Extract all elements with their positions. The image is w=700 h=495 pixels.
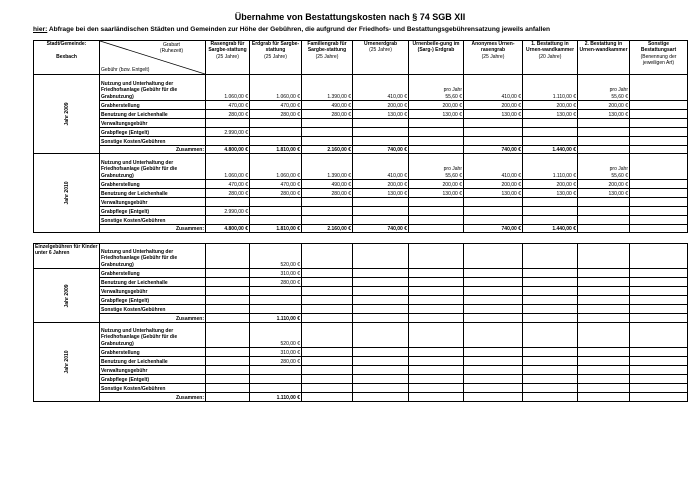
value-cell: 470,00 €	[250, 180, 302, 189]
value-cell: 410,00 €	[464, 75, 523, 101]
row-label-nutzung: Nutzung und Unterhaltung der Friedhofsanlage (Gebühr für die Grabnutzung)	[100, 244, 206, 269]
value-cell: 200,00 €	[523, 180, 578, 189]
total-row	[34, 314, 688, 323]
value-cell: 130,00 €	[353, 110, 409, 119]
value-cell: 130,00 €	[578, 110, 630, 119]
year-2009-label: Jahr 2009	[34, 75, 100, 154]
table-row	[34, 207, 688, 216]
value-cell: 490,00 €	[302, 180, 353, 189]
col-header-sonstige-bestattungsart: Sonstige Bestattungsart (Benennung der jeweiligen Art)	[630, 41, 688, 75]
value-cell	[630, 154, 688, 180]
total-row	[34, 146, 688, 154]
total-cell: 1.810,00 €	[250, 146, 302, 154]
value-cell: 410,00 €	[353, 75, 409, 101]
children-year-2010-label: Jahr 2010	[34, 323, 100, 402]
value-cell: 310,00 €	[250, 269, 302, 278]
header-row	[34, 41, 688, 75]
fees-table-adults	[33, 40, 688, 233]
value-cell: 2.990,00 €	[206, 128, 250, 137]
total-cell: 2.160,00 €	[302, 146, 353, 154]
table-row	[34, 119, 688, 128]
value-cell: 200,00 €	[409, 180, 464, 189]
document-subtitle	[33, 26, 550, 33]
total-cell: 1.110,00 €	[250, 314, 302, 323]
total-cell: 1.810,00 €	[250, 225, 302, 233]
total-cell: 740,00 €	[464, 146, 523, 154]
table-row	[34, 128, 688, 137]
table-row	[34, 110, 688, 119]
value-cell: 200,00 €	[464, 101, 523, 110]
value-cell: 130,00 €	[409, 189, 464, 198]
value-cell: 520,00 €	[250, 244, 302, 269]
value-cell: 410,00 €	[464, 154, 523, 180]
year-2010-label: Jahr 2010	[34, 154, 100, 233]
value-cell	[630, 180, 688, 189]
table-row	[34, 323, 688, 348]
value-cell: 1.390,00 €	[302, 154, 353, 180]
value-cell: 1.060,00 €	[206, 75, 250, 101]
table-row	[34, 244, 688, 269]
table-row	[34, 269, 688, 278]
children-label: Einzelgebühren für Kinder unter 6 Jahren	[34, 244, 100, 269]
row-label-zusammen: Zusammen:	[100, 225, 206, 233]
value-cell: 280,00 €	[302, 189, 353, 198]
value-cell: 470,00 €	[206, 101, 250, 110]
value-cell: 280,00 €	[250, 357, 302, 366]
value-cell: 1.060,00 €	[206, 154, 250, 180]
row-label-verwaltung: Verwaltungsgebühr	[100, 198, 206, 207]
col-header-erdgrab: Erdgrab für Sargbe-stattung (25 Jahre)	[250, 41, 302, 75]
row-label-grabherstellung: Grabherstellung	[100, 348, 206, 357]
total-cell: 1.440,00 €	[523, 225, 578, 233]
table-row	[34, 348, 688, 357]
value-cell: 280,00 €	[206, 189, 250, 198]
row-label-grabpflege: Grabpflege (Entgelt)	[100, 375, 206, 384]
table-row	[34, 154, 688, 180]
col-header-urnenbeilegung: Urnenbeile-gung im (Sarg-) Erdgrab	[409, 41, 464, 75]
document-title: Übernahme von Bestattungskosten nach § 74 SGB XII	[234, 12, 466, 22]
total-cell: 2.160,00 €	[302, 225, 353, 233]
value-cell: pro Jahr 55,60 €	[409, 154, 464, 180]
value-cell: 130,00 €	[464, 110, 523, 119]
row-label-grabherstellung: Grabherstellung	[100, 101, 206, 110]
total-cell: 740,00 €	[464, 225, 523, 233]
total-row	[34, 225, 688, 233]
value-cell: 130,00 €	[353, 189, 409, 198]
value-cell: 2.990,00 €	[206, 207, 250, 216]
value-cell: 130,00 €	[523, 189, 578, 198]
value-cell: 200,00 €	[353, 101, 409, 110]
stadt-label: Stadt/Gemeinde:	[46, 41, 87, 47]
col-header-urnenerdgrab: Urnenerdgrab (25 Jahre)	[353, 41, 409, 75]
row-label-zusammen: Zusammen:	[100, 393, 206, 402]
col-header-anonymes-urnenrasengrab: Anonymes Urnen-rasengrab (25 Jahre)	[464, 41, 523, 75]
value-cell: pro Jahr 55,60 €	[578, 154, 630, 180]
row-label-leichenhalle: Benutzung der Leichenhalle	[100, 357, 206, 366]
value-cell: 130,00 €	[464, 189, 523, 198]
value-cell: 280,00 €	[250, 278, 302, 287]
subtitle-text: Abfrage bei den saarländischen Städten und Gemeinden zur Höhe der Gebühren, die aufgrund der Friedhofs- und Bestattungsgebührensatzung jeweils anfallen	[47, 26, 551, 33]
table-row	[34, 137, 688, 146]
row-label-verwaltung: Verwaltungsgebühr	[100, 366, 206, 375]
row-label-leichenhalle: Benutzung der Leichenhalle	[100, 189, 206, 198]
row-label-zusammen: Zusammen:	[100, 146, 206, 154]
row-label-nutzung: Nutzung und Unterhaltung der Friedhofsanlage (Gebühr für die Grabnutzung)	[100, 75, 206, 101]
stadt-cell	[34, 41, 100, 75]
row-label-grabpflege: Grabpflege (Entgelt)	[100, 128, 206, 137]
row-label-verwaltung: Verwaltungsgebühr	[100, 287, 206, 296]
table-row	[34, 180, 688, 189]
children-year-2009-label: Jahr 2009	[34, 269, 100, 323]
total-cell: 1.110,00 €	[250, 393, 302, 402]
row-label-sonstige: Sonstige Kosten/Gebühren	[100, 305, 206, 314]
total-cell: 740,00 €	[353, 225, 409, 233]
row-label-nutzung: Nutzung und Unterhaltung der Friedhofsanlage (Gebühr für die Grabnutzung)	[100, 154, 206, 180]
value-cell: 200,00 €	[523, 101, 578, 110]
table-row	[34, 75, 688, 101]
total-cell: 4.800,00 €	[206, 225, 250, 233]
table-row	[34, 216, 688, 225]
gebuehr-label: Gebühr (bzw. Entgelt)	[101, 66, 150, 73]
grabart-gebuehr-cell	[100, 41, 206, 75]
value-cell: 1.110,00 €	[523, 154, 578, 180]
value-cell	[630, 189, 688, 198]
row-label-nutzung: Nutzung und Unterhaltung der Friedhofsanlage (Gebühr für die Grabnutzung)	[100, 323, 206, 348]
table-row	[34, 287, 688, 296]
table-row	[34, 278, 688, 287]
subtitle-prefix: hier:	[33, 26, 48, 33]
total-cell: 740,00 €	[353, 146, 409, 154]
value-cell: 1.110,00 €	[523, 75, 578, 101]
table-row	[34, 357, 688, 366]
row-label-verwaltung: Verwaltungsgebühr	[100, 119, 206, 128]
grabart-label: Grabart (Ruhezeit)	[159, 42, 183, 55]
col-header-2-bestattung-urnenwandkammer: 2. Bestattung in Urnen-wandkammer	[578, 41, 630, 75]
total-row	[34, 393, 688, 402]
value-cell: 280,00 €	[250, 110, 302, 119]
table-row	[34, 305, 688, 314]
col-header-familiengrab: Familiengrab für Sargbe-stattung (25 Jahre)	[302, 41, 353, 75]
value-cell: 200,00 €	[353, 180, 409, 189]
fees-table-children	[33, 243, 688, 402]
total-cell: 1.440,00 €	[523, 146, 578, 154]
table-row	[34, 384, 688, 393]
value-cell: 200,00 €	[464, 180, 523, 189]
col-header-1-bestattung-urnenwandkammer: 1. Bestattung in Urnen-wandkammer (20 Jahre)	[523, 41, 578, 75]
value-cell: 410,00 €	[353, 154, 409, 180]
value-cell: 130,00 €	[578, 189, 630, 198]
value-cell: pro Jahr 55,60 €	[578, 75, 630, 101]
value-cell: pro Jahr 55,60 €	[409, 75, 464, 101]
value-cell	[630, 75, 688, 101]
row-label-sonstige: Sonstige Kosten/Gebühren	[100, 384, 206, 393]
value-cell: 470,00 €	[250, 101, 302, 110]
row-label-grabpflege: Grabpflege (Entgelt)	[100, 207, 206, 216]
value-cell: 200,00 €	[409, 101, 464, 110]
table-row	[34, 101, 688, 110]
value-cell	[630, 110, 688, 119]
row-label-grabherstellung: Grabherstellung	[100, 269, 206, 278]
stadt-value: Bexbach	[56, 54, 77, 61]
table-row	[34, 198, 688, 207]
value-cell: 280,00 €	[250, 189, 302, 198]
value-cell	[630, 101, 688, 110]
total-cell: 4.800,00 €	[206, 146, 250, 154]
value-cell: 130,00 €	[523, 110, 578, 119]
row-label-leichenhalle: Benutzung der Leichenhalle	[100, 110, 206, 119]
value-cell: 200,00 €	[578, 101, 630, 110]
table-row	[34, 296, 688, 305]
value-cell: 470,00 €	[206, 180, 250, 189]
row-label-zusammen: Zusammen:	[100, 314, 206, 323]
col-header-rasengrab: Rasengrab für Sargbe-stattung (25 Jahre)	[206, 41, 250, 75]
value-cell: 310,00 €	[250, 348, 302, 357]
value-cell: 280,00 €	[302, 110, 353, 119]
row-label-sonstige: Sonstige Kosten/Gebühren	[100, 216, 206, 225]
value-cell: 490,00 €	[302, 101, 353, 110]
value-cell: 200,00 €	[578, 180, 630, 189]
row-label-grabpflege: Grabpflege (Entgelt)	[100, 296, 206, 305]
value-cell: 520,00 €	[250, 323, 302, 348]
row-label-grabherstellung: Grabherstellung	[100, 180, 206, 189]
table-row	[34, 375, 688, 384]
value-cell: 130,00 €	[409, 110, 464, 119]
row-label-sonstige: Sonstige Kosten/Gebühren	[100, 137, 206, 146]
row-label-leichenhalle: Benutzung der Leichenhalle	[100, 278, 206, 287]
value-cell: 280,00 €	[206, 110, 250, 119]
table-row	[34, 189, 688, 198]
value-cell: 1.390,00 €	[302, 75, 353, 101]
value-cell: 1.060,00 €	[250, 154, 302, 180]
table-row	[34, 366, 688, 375]
value-cell: 1.060,00 €	[250, 75, 302, 101]
